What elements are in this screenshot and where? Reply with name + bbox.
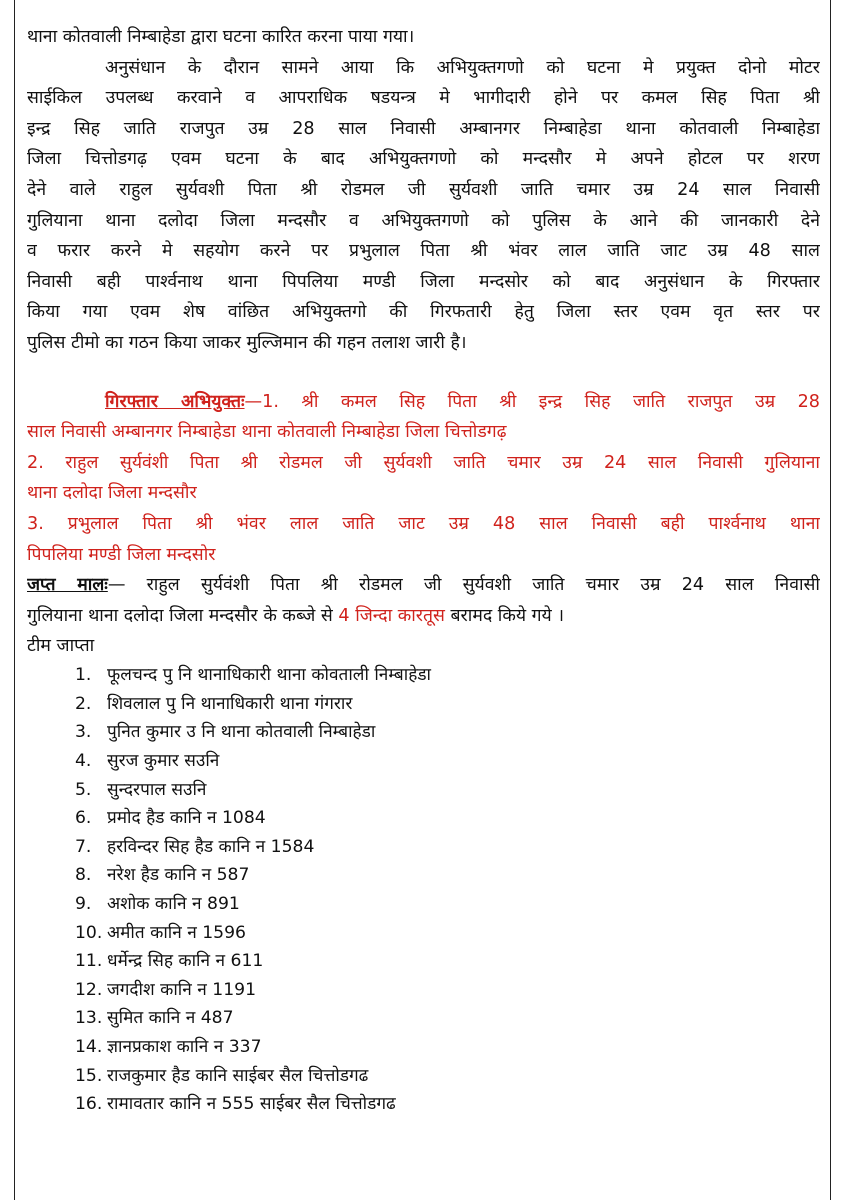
team-member-number: 12.: [75, 979, 103, 1000]
intro-line: थाना कोतवाली निम्बाहेडा द्वारा घटना कारित करना पाया गया।: [27, 27, 415, 47]
paragraph-line: निवासी बही पार्श्वनाथ थाना पिपलिया मण्डी जिला मन्दसोर को बाद अनुसंधान के गिरफ्तार: [27, 271, 820, 292]
seized-section: [27, 570, 820, 631]
seized-line: [27, 601, 820, 632]
team-member-number: 6.: [75, 808, 92, 829]
team-member: [75, 747, 820, 776]
team-member: [75, 890, 820, 919]
team-member-name: रामावतार कानि न 555 साईबर सैल चित्तोडगढ: [107, 1094, 396, 1115]
paragraph-line: अनुसंधान के दौरान सामने आया कि अभियुक्तगणो को घटना मे प्रयुक्त दोनो मोटर: [105, 57, 820, 78]
team-member: [75, 833, 820, 862]
seized-line: [27, 570, 820, 601]
team-member-name: शिवलाल पु नि थानाधिकारी थाना गंगरार: [107, 693, 353, 714]
team-member-number: 7.: [75, 836, 92, 857]
section-gap: [27, 359, 820, 387]
team-member-number: 15.: [75, 1065, 103, 1086]
seized-heading: जप्त मालः: [27, 575, 108, 596]
arrested-line: 3. प्रभुलाल पिता श्री भंवर लाल जाति जाट उम्र 48 साल निवासी बही पार्श्वनाथ थाना: [27, 513, 820, 534]
team-member-number: 3.: [75, 722, 92, 743]
team-member-number: 4.: [75, 751, 92, 772]
team-member-number: 8.: [75, 865, 92, 886]
team-title: टीम जाप्ता: [27, 636, 95, 657]
arrested-line: पिपलिया मण्डी जिला मन्दसोर: [27, 544, 216, 565]
paragraph-line: देने वाले राहुल सुर्यवशी पिता श्री रोडमल जी सुर्यवशी जाति चमार उम्र 24 साल निवासी: [27, 179, 820, 200]
team-member: [75, 947, 820, 976]
team-member: [75, 661, 820, 690]
arrested-line: साल निवासी अम्बानगर निम्बाहेडा थाना कोतवाली निम्बाहेडा जिला चित्तोडगढ़: [27, 422, 507, 443]
team-member: [75, 861, 820, 890]
paragraph-line: गुलियाना थाना दलोदा जिला मन्दसौर व अभियुक्तगणो को पुलिस के आने की जानकारी देने: [27, 210, 820, 231]
team-member-name: अशोक कानि न 891: [107, 894, 240, 915]
team-member-name: फूलचन्द पु नि थानाधिकारी थाना कोवताली निम्बाहेडा: [107, 665, 431, 686]
team-member-name: राजकुमार हैड कानि साईबर सैल चित्तोडगढ: [107, 1065, 369, 1086]
team-member-name: नरेश हैड कानि न 587: [107, 865, 250, 886]
paragraph-line: इन्द्र सिह जाति राजपुत उम्र 28 साल निवासी अम्बानगर निम्बाहेडा थाना कोतवाली निम्बाहेडा: [27, 118, 820, 139]
team-member: [75, 718, 820, 747]
team-member-number: 13.: [75, 1008, 103, 1029]
team-member: [75, 919, 820, 948]
team-member: [75, 804, 820, 833]
paragraph-line: जिला चित्तोडगढ़ एवम घटना के बाद अभियुक्तगणो को मन्दसौर मे अपने होटल पर शरण: [27, 149, 820, 170]
arrested-line: थाना दलोदा जिला मन्दसौर: [27, 483, 197, 504]
team-member: [75, 690, 820, 719]
team-member-number: 10.: [75, 922, 103, 943]
team-member: [75, 1033, 820, 1062]
team-member-name: प्रमोद हैड कानि न 1084: [107, 808, 266, 829]
team-member-number: 14.: [75, 1037, 103, 1057]
team-member-number: 11.: [75, 951, 103, 972]
paragraph-line: व फरार करने मे सहयोग करने पर प्रभुलाल पिता श्री भंवर लाल जाति जाट उम्र 48 साल: [27, 241, 820, 262]
team-member: [75, 1004, 820, 1033]
team-member-name: सुमित कानि न 487: [107, 1008, 234, 1029]
seized-items: 4 जिन्दा कारतूस: [338, 605, 445, 626]
team-member-number: 16.: [75, 1094, 103, 1115]
team-member-name: अमीत कानि न 1596: [107, 922, 246, 943]
team-member: [75, 1090, 820, 1119]
team-list: [27, 661, 820, 1119]
paragraph-line: साईकिल उपलब्ध करवाने व आपराधिक षडयन्त्र मे भागीदारी होने पर कमल सिह पिता श्री: [27, 88, 820, 109]
seized-first: — राहुल सुर्यवंशी पिता श्री रोडमल जी सुर्यवशी जाति चमार उम्र 24 साल निवासी: [107, 575, 820, 596]
seized-text: गुलियाना थाना दलोदा जिला मन्दसौर के कब्जे से: [27, 605, 339, 626]
team-member-name: धर्मेन्द्र सिह कानि न 611: [107, 951, 264, 972]
team-member-number: 2.: [75, 693, 92, 714]
team-member: [75, 776, 820, 805]
team-member-number: 5.: [75, 779, 92, 800]
arrested-section: [27, 387, 820, 571]
paragraph-line: पुलिस टीमो का गठन किया जाकर मुल्जिमान की गहन तलाश जारी है।: [27, 332, 467, 353]
arrested-line: 2. राहुल सुर्यवंशी पिता श्री रोडमल जी सुर्यवशी जाति चमार उम्र 24 साल निवासी गुलियाना: [27, 452, 820, 473]
arrested-heading: गिरफ्तार अभियुक्तः: [105, 391, 245, 412]
team-member-number: 9.: [75, 894, 92, 915]
team-member: [75, 976, 820, 1005]
seized-text-end: बरामद किये गये ।: [444, 605, 565, 626]
team-member-name: सुरज कुमार सउनि: [107, 751, 220, 772]
team-member-name: हरविन्दर सिह हैड कानि न 1584: [107, 836, 315, 857]
team-member-name: सुन्दरपाल सउनि: [107, 779, 207, 800]
arrested-line: [27, 387, 820, 418]
team-member-name: ज्ञानप्रकाश कानि न 337: [107, 1037, 262, 1057]
arrested-first: —1. श्री कमल सिह पिता श्री इन्द्र सिह जाति राजपुत उम्र 28: [244, 391, 820, 412]
team-member-name: जगदीश कानि न 1191: [107, 979, 257, 1000]
investigation-paragraph: [27, 53, 820, 359]
paragraph-line: किया गया एवम शेष वांछित अभियुक्तगो की गिरफतारी हेतु जिला स्तर एवम वृत स्तर पर: [27, 302, 820, 323]
document-page: [14, 0, 831, 1200]
team-member: [75, 1062, 820, 1091]
team-member-number: 1.: [75, 665, 92, 686]
team-member-name: पुनित कुमार उ नि थाना कोतवाली निम्बाहेडा: [107, 722, 376, 743]
